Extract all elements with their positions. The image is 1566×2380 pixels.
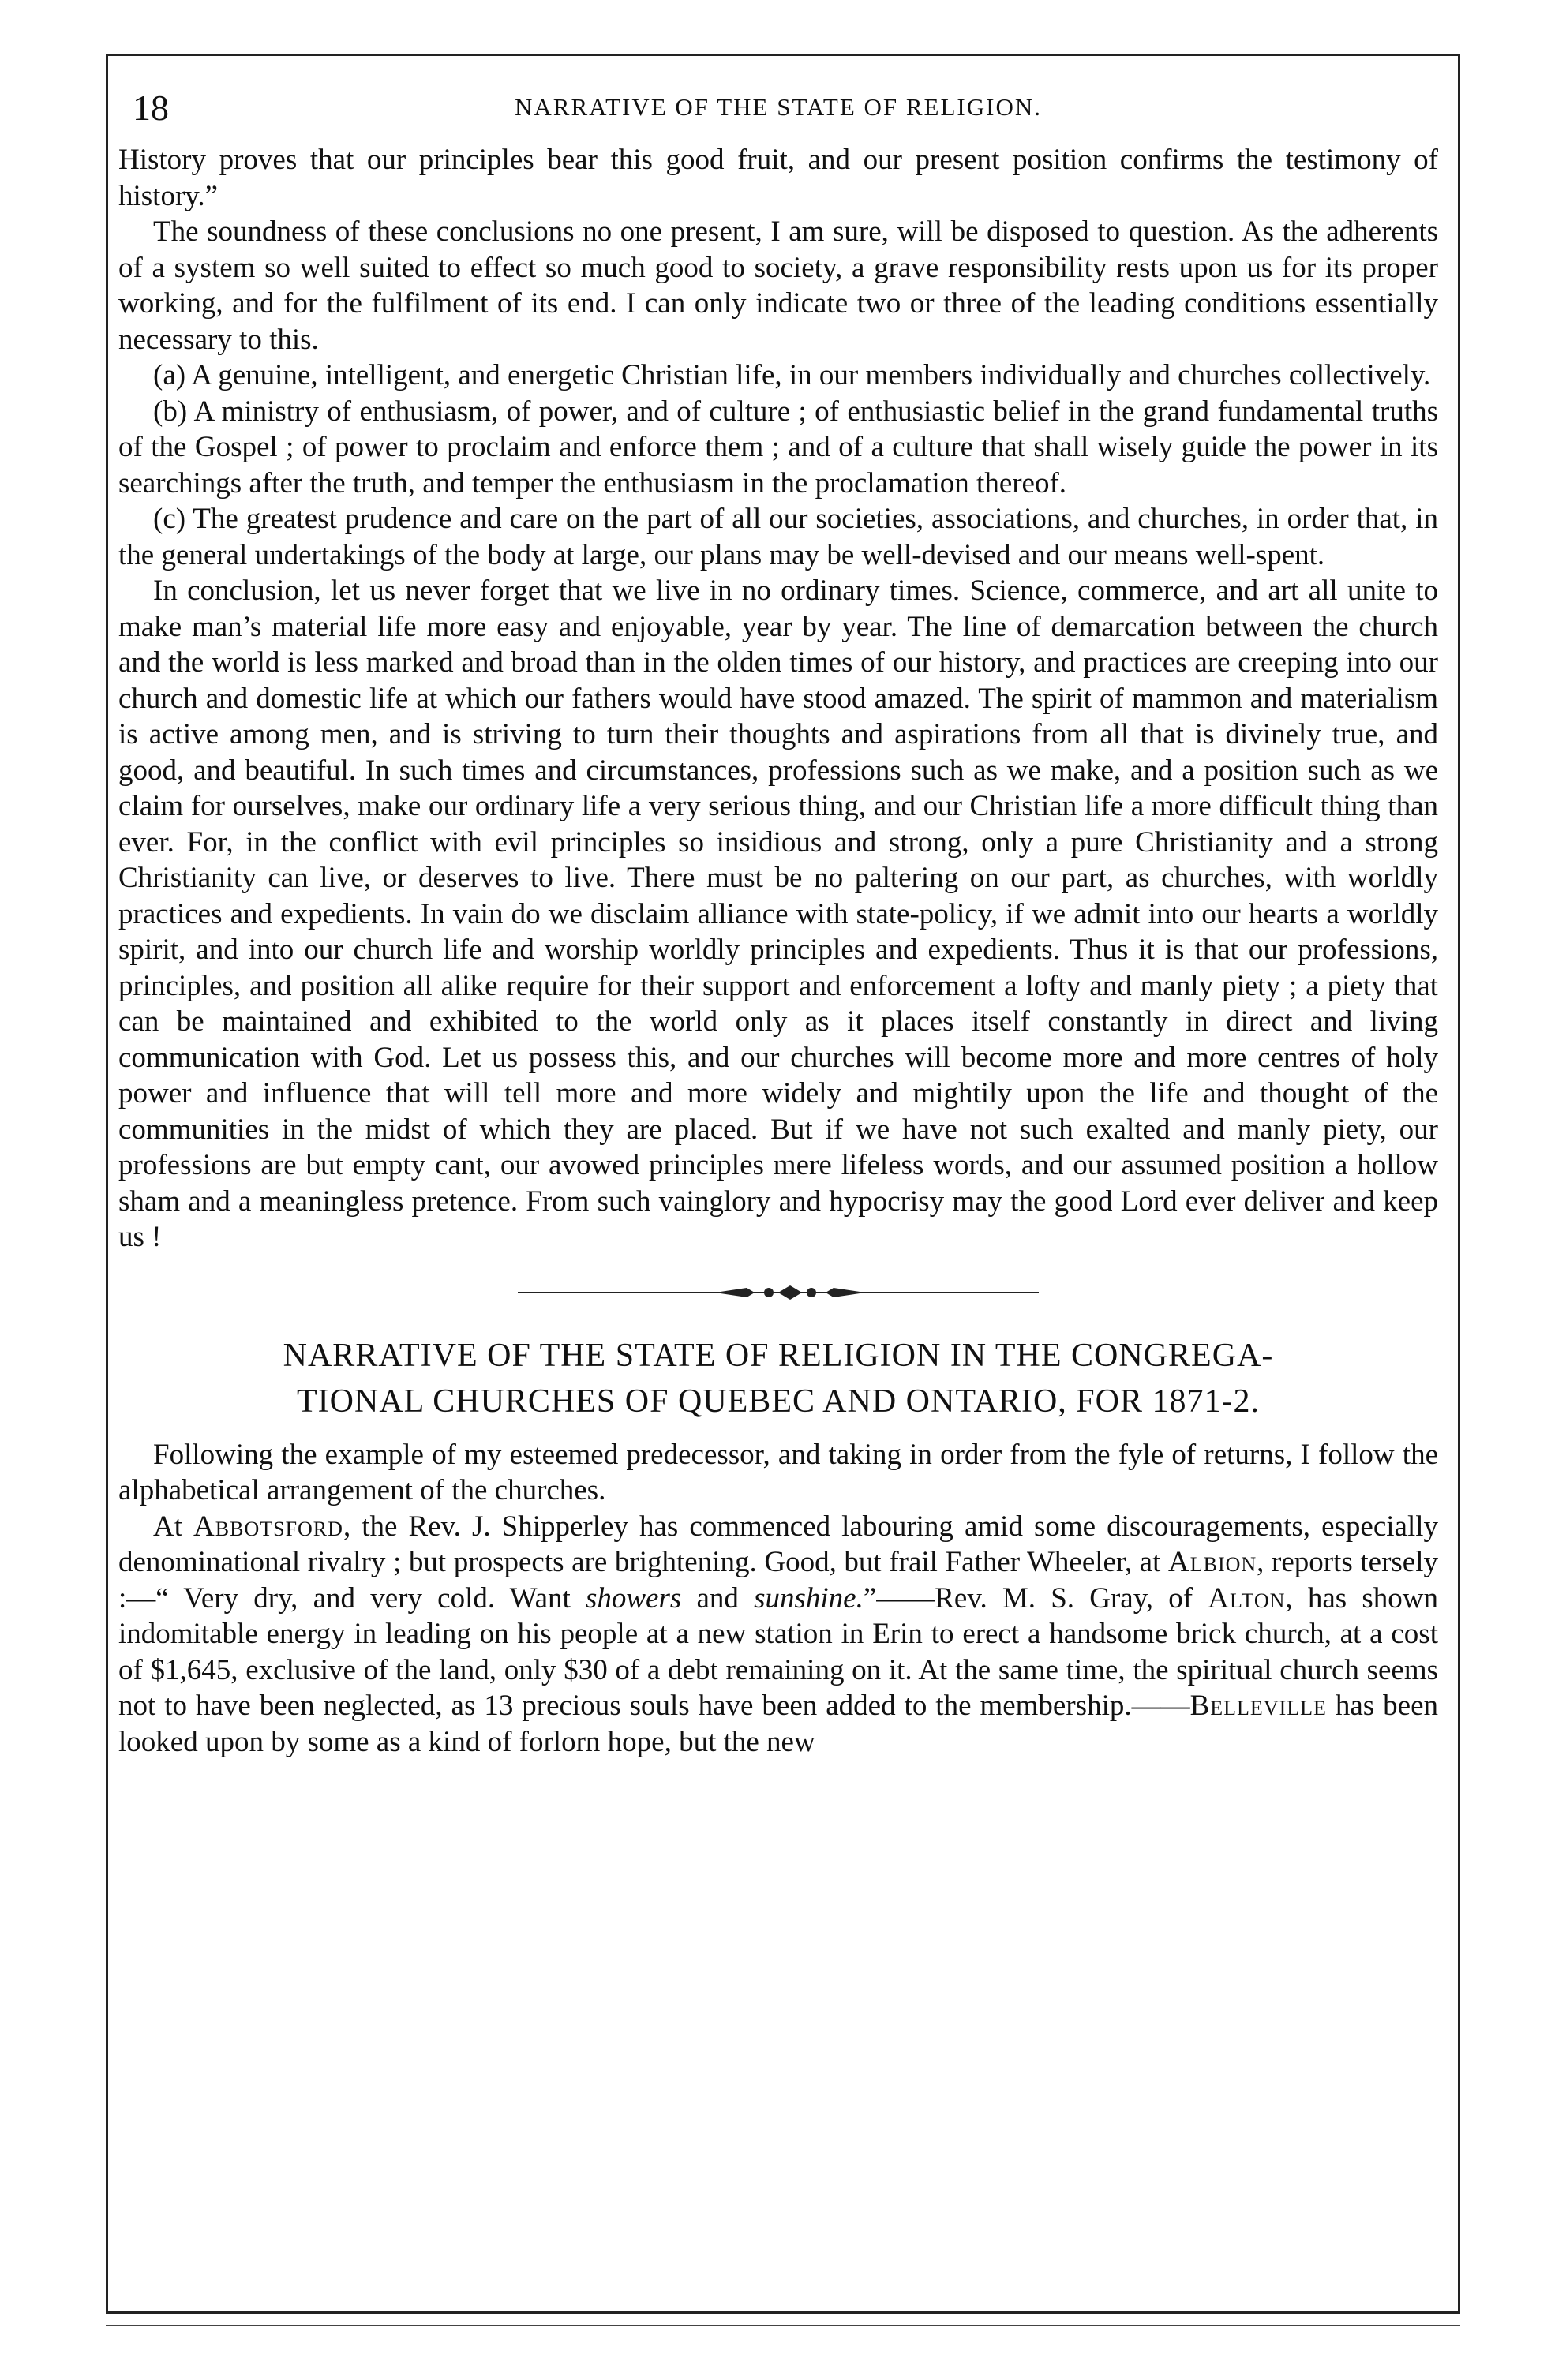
paragraph: History proves that our principles bear this good fruit, and our present position confirms the testimony of history.” (118, 144, 1438, 212)
paragraph: (c) The greatest prudence and care on the part of all our societies, associations, and churches, in order that, in the general undertakings of the body at large, our plans may be well-devised and our means well-spent. (118, 503, 1438, 571)
text-run: , has shown indomitable energy in leading on his people at a new station in Erin to erect a handsome brick church, at a cost of $1,645, exclusive of the land, only $30 of a debt remaining on it. At the same time, the spiritual church seems not to have been neglected, as 13 precious souls have been added to the membership.—— (118, 1581, 1438, 1722)
text-run: , reports tersely :—“ Very dry, and very cold. Want (118, 1546, 1438, 1615)
text-run: , the Rev. J. Shipperley has commenced labouring amid some discouragements, especially denominational rivalry ; but prospects are brightening. Good, but frail Father Wheeler, at (118, 1510, 1439, 1578)
paragraph: The soundness of these conclusions no one present, I am sure, will be disposed to question. As the adherents of a system so well suited to effect so much good to society, a grave responsibility rests upon us for its proper working, and for the fulfilment of its end. I can only indicate two or three of the leading conditions essentially necessary to this. (118, 215, 1438, 356)
place-name: Alton (1208, 1581, 1286, 1615)
running-title: NARRATIVE OF THE STATE OF RELIGION. (515, 93, 1042, 121)
section-heading (118, 1333, 1438, 1424)
emphasis: sunshine. (754, 1581, 864, 1615)
section-heading-line: TIONAL CHURCHES OF QUEBEC AND ONTARIO, FOR 1871-2. (297, 1383, 1260, 1420)
paragraph: In conclusion, let us never forget that we live in no ordinary times. Science, commerce, and art all unite to make man’s material life more easy and enjoyable, year by year. The line of demarcation between the church and the world is less marked and broad than in the olden times of our history, and practices are creeping into our church and domestic life at which our fathers would have stood amazed. The spirit of mammon and materialism is active among men, and is striving to turn their thoughts and aspirations from all that is divinely true, and good, and beautiful. In such times and circumstances, professions such as we make, and a position such as we claim for ourselves, make our ordinary life a very serious thing, and our Christian life a more difficult thing than ever. For, in the conflict with evil principles so insidious and strong, only a pure Christianity and a strong Christianity can live, or deserves to live. There must be no paltering on our part, as churches, with worldly practices and expedients. In vain do we disclaim alliance with state-policy, if we admit into our hearts a worldly spirit, and into our church life and worship worldly principles and expedients. Thus it is that our professions, principles, and position all alike require for their support and enforcement a lofty and manly piety ; a piety that can be maintained and exhibited to the world only as it places itself constantly in direct and living communication with God. Let us possess this, and our churches will become more and more centres of holy power and influence that will tell more and more widely and mightily upon the life and thought of the communities in the midst of which they are placed. But if we have not such exalted and manly piety, our professions are but empty cant, our avowed principles mere lifeless words, and our assumed position a hollow sham and a meaningless pretence. From such vainglory and hypocrisy may the good Lord ever deliver and keep us ! (118, 574, 1438, 1253)
place-name: Belleville (1189, 1690, 1327, 1722)
bottom-rule (106, 2325, 1460, 2326)
paragraph: (a) A genuine, intelligent, and energetic Christian life, in our members individually and churches collectively. (153, 359, 1431, 391)
page-content (118, 79, 1438, 1760)
paragraph (118, 1509, 1438, 1761)
narrative-text (118, 1437, 1438, 1761)
section-ornament (518, 1284, 1039, 1301)
section-heading-line: NARRATIVE OF THE STATE OF RELIGION IN THE CONGREGA- (283, 1337, 1274, 1374)
page-number: 18 (133, 88, 169, 128)
text-run: and (681, 1581, 755, 1615)
paragraph: (b) A ministry of enthusiasm, of power, and of culture ; of enthusiastic belief in the grand fundamental truths of the Gospel ; of power to proclaim and enforce them ; and of a culture that shall wisely guide the power in its searchings after the truth, and temper the enthusiasm in the proclamation thereof. (118, 395, 1438, 500)
text-run: At (153, 1510, 194, 1543)
place-name: Albion (1168, 1546, 1257, 1578)
paragraph: Following the example of my esteemed predecessor, and taking in order from the fyle of returns, I follow the alphabetical arrangement of the churches. (118, 1438, 1438, 1506)
place-name: Abbotsford (193, 1510, 343, 1543)
running-head (118, 79, 1438, 142)
emphasis: showers (585, 1581, 682, 1615)
continued-text (118, 142, 1438, 1255)
text-run: has been looked upon by some as a kind of forlorn hope, but the new (118, 1690, 1438, 1758)
ornament-rule-icon (518, 1284, 1039, 1301)
text-run: ”——Rev. M. S. Gray, of (863, 1581, 1208, 1615)
